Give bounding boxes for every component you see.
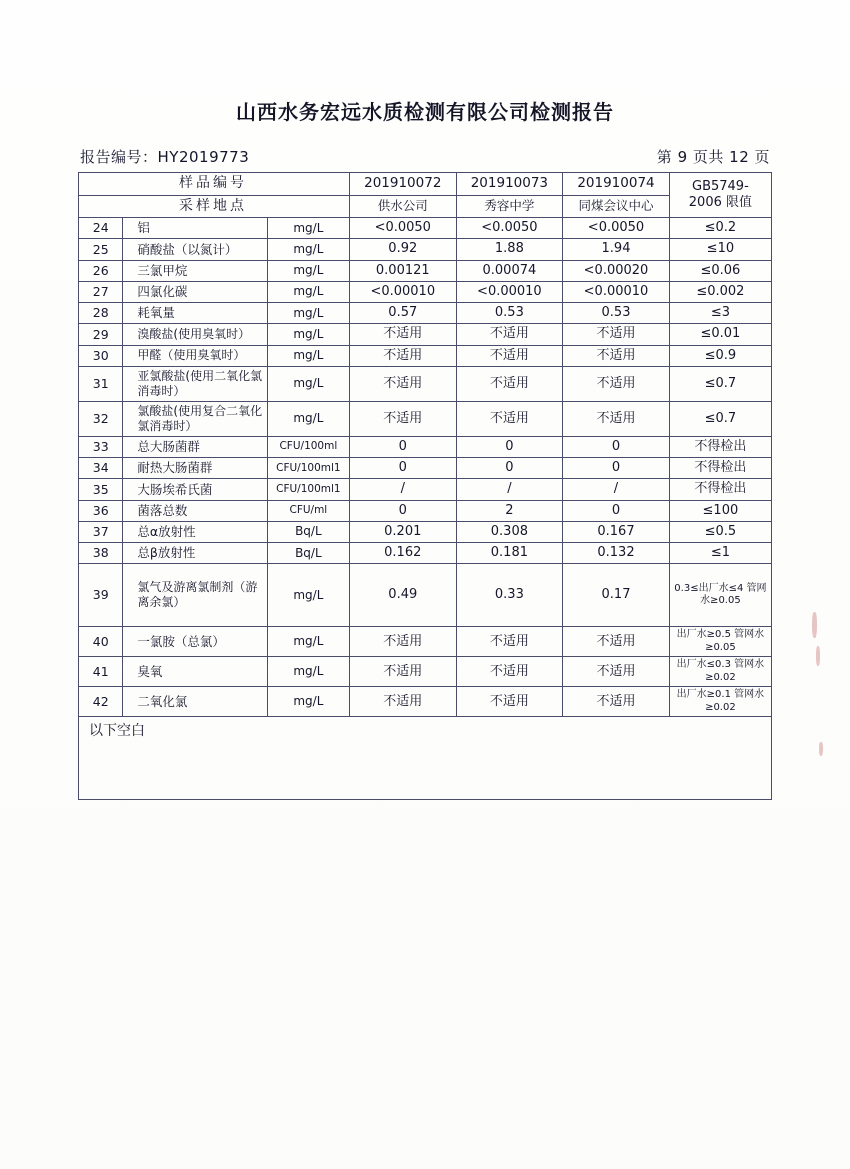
row-item: 甲醛（使用臭氧时） [123,345,267,366]
row-value-1: 0 [349,436,456,457]
row-unit: mg/L [267,657,349,687]
table-row [79,436,772,457]
row-value-2: 0.00074 [456,260,563,281]
row-value-3: / [563,479,670,500]
table-row [79,521,772,542]
row-unit: CFU/100ml1 [267,479,349,500]
table-header-site [79,195,772,218]
header-site-1: 供水公司 [349,195,456,218]
row-value-3: 0.167 [563,521,670,542]
row-no: 29 [79,324,123,345]
row-value-1: <0.00010 [349,281,456,302]
row-value-1: 不适用 [349,366,456,401]
row-value-1: 不适用 [349,401,456,436]
row-no: 31 [79,366,123,401]
row-value-2: 不适用 [456,687,563,717]
row-unit: CFU/100ml1 [267,458,349,479]
table-footer-blank [79,717,772,800]
table-row [79,687,772,717]
row-value-1: 不适用 [349,657,456,687]
row-value-1: / [349,479,456,500]
row-value-2: 不适用 [456,627,563,657]
row-value-1: 不适用 [349,687,456,717]
row-item: 亚氯酸盐(使用二氧化氯消毒时） [123,366,267,401]
row-unit: CFU/100ml [267,436,349,457]
row-value-2: 0.181 [456,543,563,564]
row-limit: ≤0.06 [669,260,771,281]
row-item: 氯气及游离氯制剂（游离余氯） [123,564,267,627]
table-row [79,657,772,687]
row-limit: ≤0.01 [669,324,771,345]
row-value-2: / [456,479,563,500]
row-no: 27 [79,281,123,302]
row-no: 28 [79,303,123,324]
header-site-3: 同煤会议中心 [563,195,670,218]
row-value-1: 0.162 [349,543,456,564]
row-value-2: 1.88 [456,239,563,260]
row-value-2: <0.00010 [456,281,563,302]
row-value-3: 0.17 [563,564,670,627]
row-value-2: <0.0050 [456,218,563,239]
row-no: 35 [79,479,123,500]
row-limit: 出厂水≥0.1 管网水≥0.02 [669,687,771,717]
table-header-sample-no [79,173,772,196]
results-table [78,172,772,800]
row-value-3: 不适用 [563,345,670,366]
row-no: 39 [79,564,123,627]
standard-line-1: GB5749- [692,178,749,194]
table-row [79,260,772,281]
row-unit: mg/L [267,218,349,239]
table-row [79,345,772,366]
row-item: 臭氧 [123,657,267,687]
table-row [79,303,772,324]
row-limit: 不得检出 [669,436,771,457]
table-row [79,366,772,401]
row-item: 氯酸盐(使用复合二氧化氯消毒时） [123,401,267,436]
row-value-1: 不适用 [349,345,456,366]
scan-artifact [816,646,820,666]
row-limit: 出厂水≥0.5 管网水≥0.05 [669,627,771,657]
row-value-3: 0.53 [563,303,670,324]
row-no: 32 [79,401,123,436]
row-unit: mg/L [267,366,349,401]
row-limit: 不得检出 [669,479,771,500]
row-unit: mg/L [267,239,349,260]
row-value-3: 0 [563,500,670,521]
table-row [79,627,772,657]
row-value-2: 0 [456,436,563,457]
row-no: 33 [79,436,123,457]
row-unit: mg/L [267,564,349,627]
table-row [79,458,772,479]
row-no: 25 [79,239,123,260]
row-unit: mg/L [267,401,349,436]
page-title: 山西水务宏远水质检测有限公司检测报告 [236,100,614,124]
row-value-3: <0.00020 [563,260,670,281]
row-unit: mg/L [267,324,349,345]
row-value-3: <0.0050 [563,218,670,239]
row-limit: ≤0.7 [669,401,771,436]
row-item: 耗氧量 [123,303,267,324]
footer-note-text: 以下空白 [89,723,145,740]
row-unit: Bq/L [267,521,349,542]
row-value-3: 不适用 [563,324,670,345]
table-row [79,479,772,500]
row-unit: mg/L [267,627,349,657]
table-row [79,500,772,521]
row-limit: ≤0.7 [669,366,771,401]
page-number: 第 9 页共 12 页 [656,148,770,166]
row-limit: ≤3 [669,303,771,324]
scan-artifact [819,742,823,756]
row-limit: ≤100 [669,500,771,521]
row-unit: CFU/ml [267,500,349,521]
header-site-2: 秀容中学 [456,195,563,218]
row-no: 34 [79,458,123,479]
row-value-1: 0.00121 [349,260,456,281]
row-limit: 不得检出 [669,458,771,479]
row-item: 三氯甲烷 [123,260,267,281]
row-value-2: 不适用 [456,401,563,436]
row-limit: ≤10 [669,239,771,260]
row-unit: mg/L [267,260,349,281]
row-value-2: 0.33 [456,564,563,627]
table-row [79,218,772,239]
row-value-2: 0 [456,458,563,479]
row-no: 40 [79,627,123,657]
row-value-3: 不适用 [563,366,670,401]
row-value-3: 不适用 [563,627,670,657]
footer-note [79,717,772,800]
header-standard [669,173,771,218]
row-unit: mg/L [267,303,349,324]
row-value-3: <0.00010 [563,281,670,302]
row-value-3: 1.94 [563,239,670,260]
row-value-3: 0 [563,436,670,457]
row-value-1: 0 [349,458,456,479]
row-value-3: 0.132 [563,543,670,564]
row-no: 38 [79,543,123,564]
row-no: 41 [79,657,123,687]
row-limit: 出厂水≤0.3 管网水≥0.02 [669,657,771,687]
row-value-3: 0 [563,458,670,479]
row-limit: ≤0.9 [669,345,771,366]
row-limit: ≤1 [669,543,771,564]
table-row [79,543,772,564]
standard-line-2: 2006 限值 [688,195,752,210]
row-value-2: 0.53 [456,303,563,324]
row-item: 一氯胺（总氯） [123,627,267,657]
row-value-1: 不适用 [349,627,456,657]
row-value-3: 不适用 [563,687,670,717]
row-no: 42 [79,687,123,717]
row-limit: 0.3≤出厂水≤4 管网水≥0.05 [669,564,771,627]
row-value-1: <0.0050 [349,218,456,239]
row-item: 菌落总数 [123,500,267,521]
row-unit: mg/L [267,281,349,302]
header-sample-no-3: 201910074 [563,173,670,196]
row-item: 总大肠菌群 [123,436,267,457]
row-item: 硝酸盐（以氮计） [123,239,267,260]
table-row [79,401,772,436]
report-number: 报告编号：HY2019773 [80,148,250,166]
row-limit: ≤0.002 [669,281,771,302]
header-sample-no-2: 201910073 [456,173,563,196]
table-row [79,281,772,302]
row-value-2: 不适用 [456,345,563,366]
row-unit: Bq/L [267,543,349,564]
report-meta [80,146,770,167]
row-value-3: 不适用 [563,657,670,687]
row-limit: ≤0.2 [669,218,771,239]
row-value-2: 不适用 [456,324,563,345]
row-item: 总β放射性 [123,543,267,564]
scan-artifact [812,612,817,638]
table-row [79,239,772,260]
header-site-label: 采样地点 [79,195,350,218]
row-no: 37 [79,521,123,542]
row-value-2: 不适用 [456,366,563,401]
row-item: 总α放射性 [123,521,267,542]
row-unit: mg/L [267,345,349,366]
row-limit: ≤0.5 [669,521,771,542]
row-item: 耐热大肠菌群 [123,458,267,479]
row-no: 26 [79,260,123,281]
row-value-2: 不适用 [456,657,563,687]
header-sample-no-label: 样品编号 [79,173,350,196]
row-unit: mg/L [267,687,349,717]
row-no: 36 [79,500,123,521]
row-value-1: 不适用 [349,324,456,345]
row-item: 大肠埃希氏菌 [123,479,267,500]
row-item: 溴酸盐(使用臭氧时） [123,324,267,345]
row-no: 30 [79,345,123,366]
row-value-3: 不适用 [563,401,670,436]
row-item: 铝 [123,218,267,239]
row-value-2: 0.308 [456,521,563,542]
row-value-1: 0.57 [349,303,456,324]
row-item: 二氧化氯 [123,687,267,717]
row-item: 四氯化碳 [123,281,267,302]
row-no: 24 [79,218,123,239]
row-value-1: 0 [349,500,456,521]
table-row [79,564,772,627]
row-value-1: 0.201 [349,521,456,542]
row-value-2: 2 [456,500,563,521]
row-value-1: 0.92 [349,239,456,260]
table-row [79,324,772,345]
header-sample-no-1: 201910072 [349,173,456,196]
row-value-1: 0.49 [349,564,456,627]
